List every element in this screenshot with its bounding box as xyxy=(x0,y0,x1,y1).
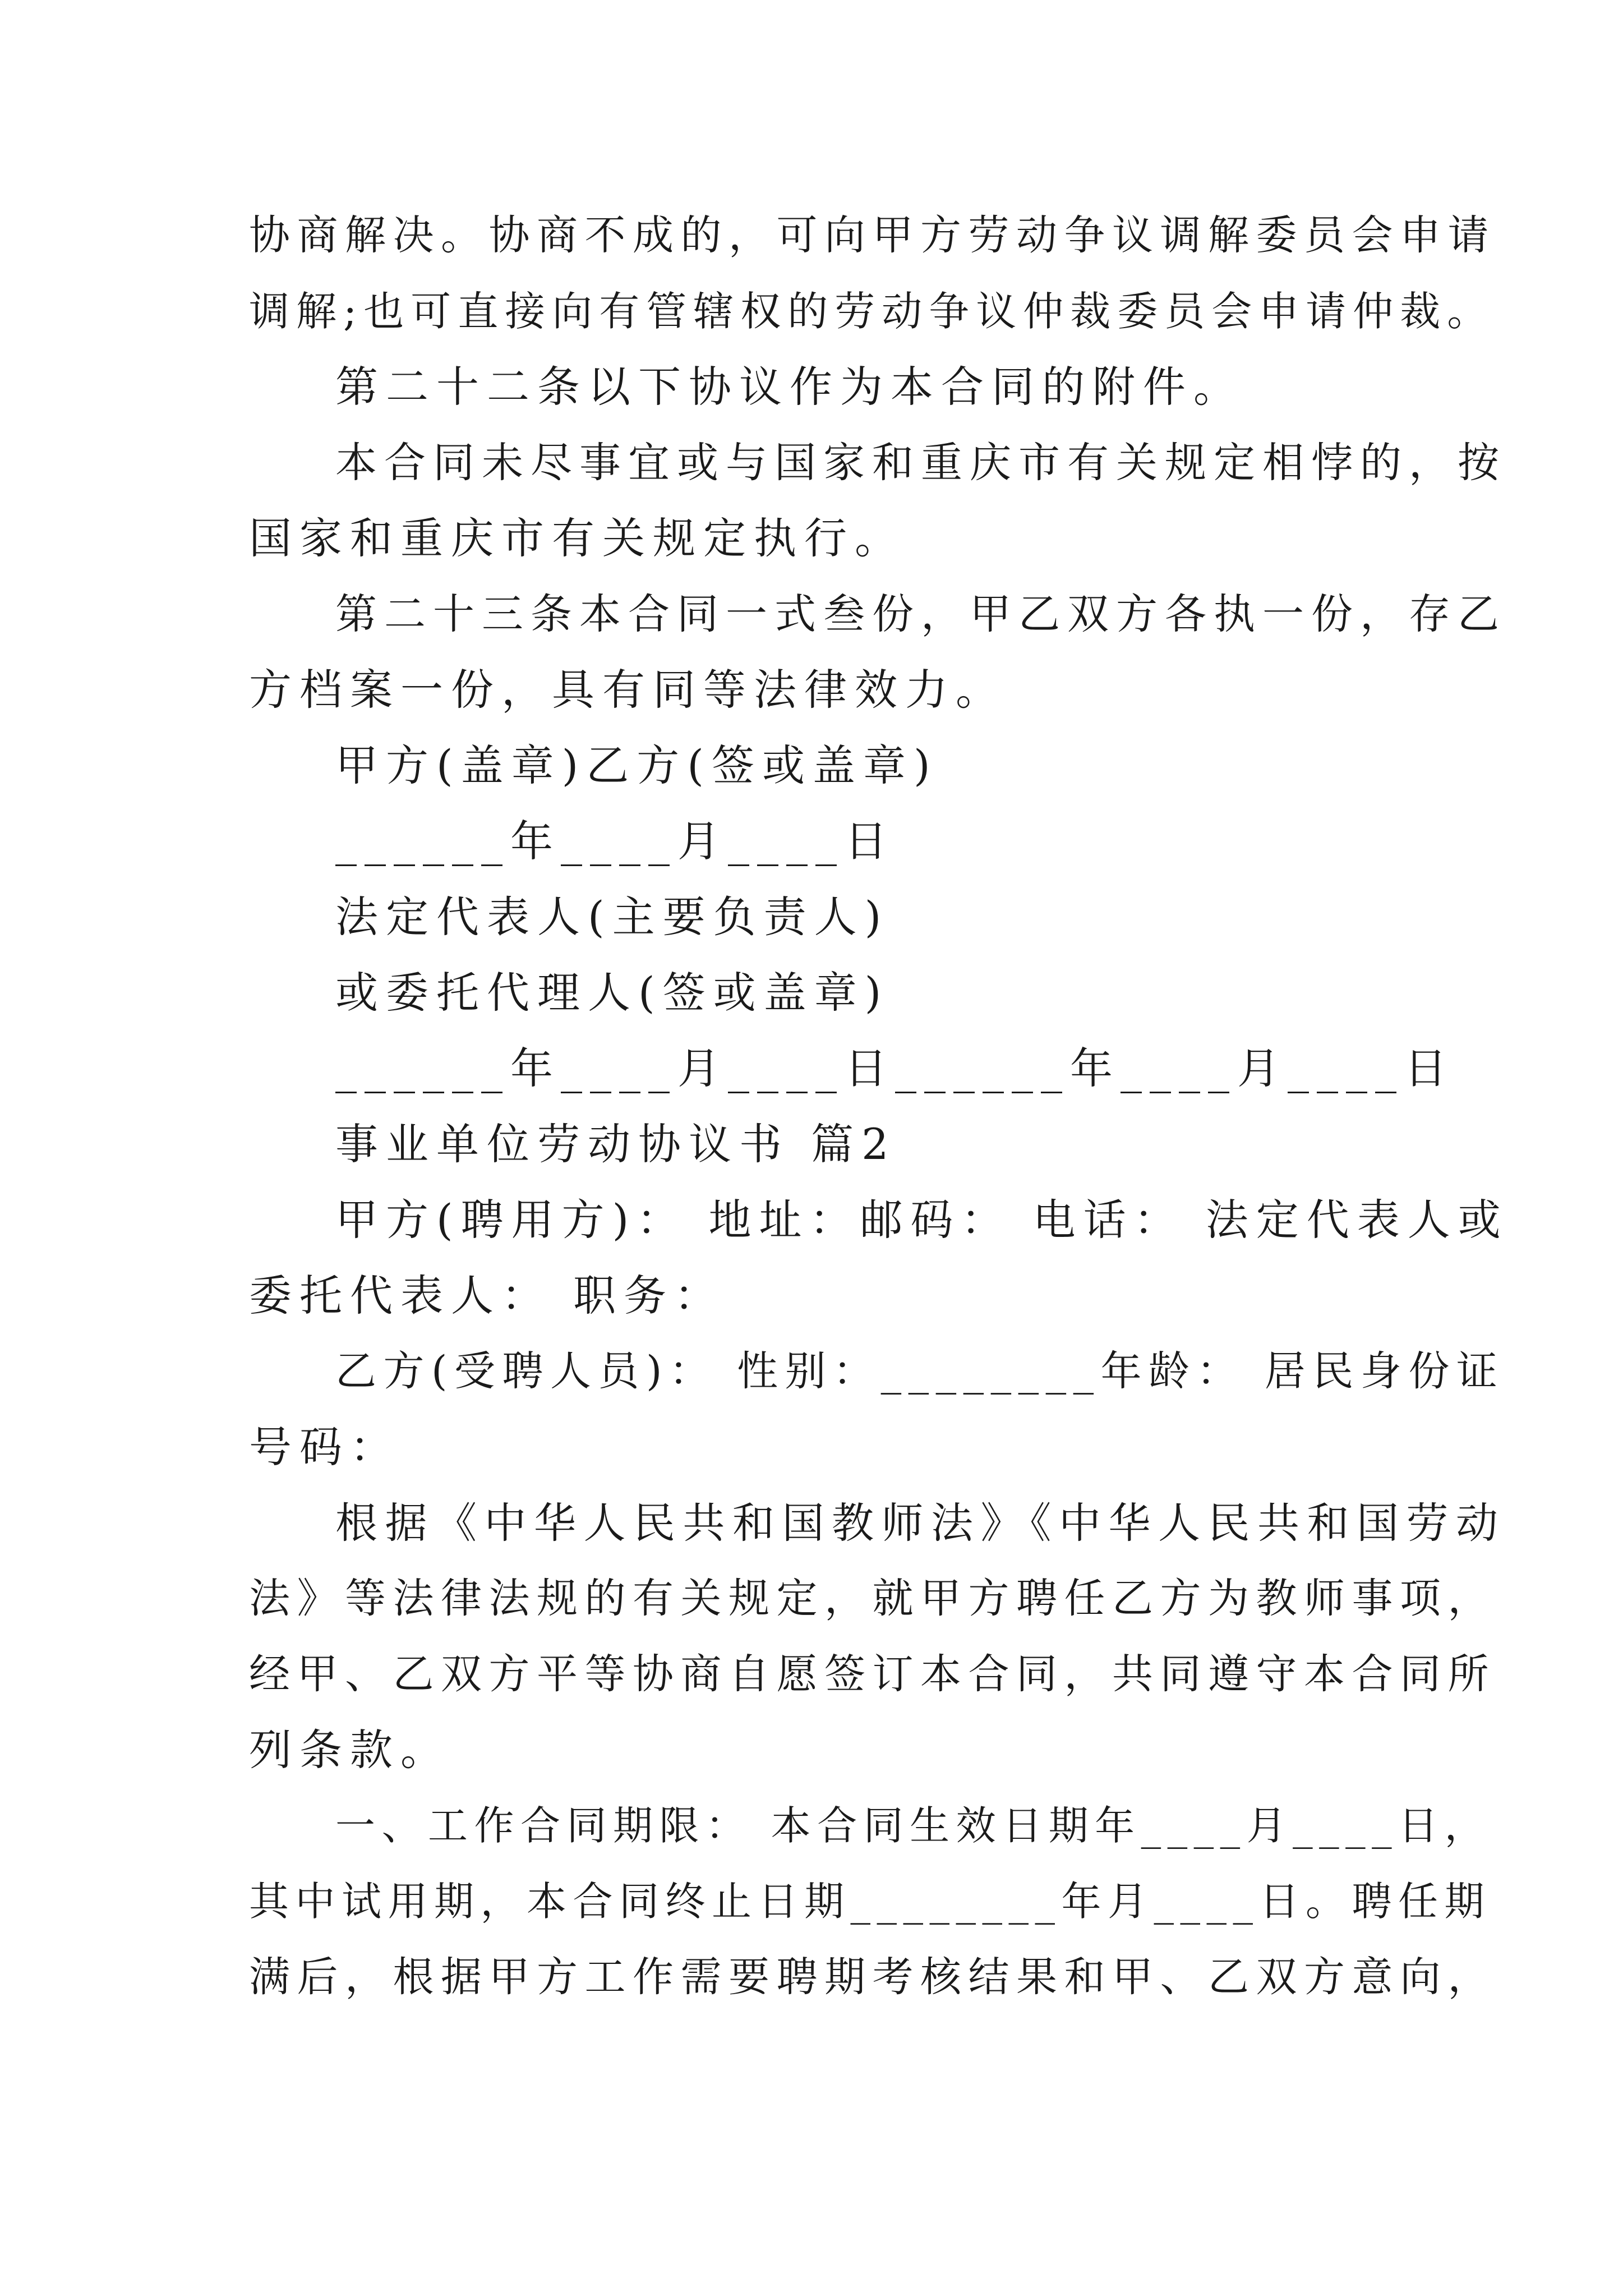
text-line: 一、工作合同期限： 本合同生效日期年____月____日， xyxy=(335,1802,1491,1849)
text-line: 或委托代理人(签或盖章) xyxy=(335,968,889,1018)
text-line: 方档案一份，具有同等法律效力。 xyxy=(249,665,1006,715)
text-line: 经甲、乙双方平等协商自愿签订本合同，共同遵守本合同所 xyxy=(249,1650,1496,1698)
text-line: 号码： xyxy=(249,1422,400,1472)
text-line: 调解;也可直接向有管辖权的劳动争议仲裁委员会申请仲裁。 xyxy=(249,288,1495,335)
text-line: 甲方(聘用方)： 地址：邮码： 电话： 法定代表人或 xyxy=(335,1195,1509,1245)
text-line: 甲方(盖章)乙方(签或盖章) xyxy=(335,740,938,790)
date-line: ______年____月____日______年____月____日 xyxy=(335,1043,1455,1093)
text-line: 列条款。 xyxy=(249,1725,451,1775)
text-line: 委托代表人： 职务： xyxy=(249,1271,725,1320)
text-line: 其中试用期，本合同终止日期________年月____日。聘任期 xyxy=(249,1878,1491,1925)
text-line: 国家和重庆市有关规定执行。 xyxy=(249,513,905,563)
text-line: 满后，根据甲方工作需要聘期考核结果和甲、乙双方意向， xyxy=(249,1953,1496,2001)
text-line: 法定代表人(主要负责人) xyxy=(335,892,889,942)
text-line: 协商解决。协商不成的，可向甲方劳动争议调解委员会申请 xyxy=(249,211,1496,259)
text-line: 乙方(受聘人员)： 性别：________年龄： 居民身份证 xyxy=(335,1347,1505,1395)
text-line: 第二十二条以下协议作为本合同的附件。 xyxy=(335,362,1244,412)
date-line: ______年____月____日 xyxy=(335,816,895,866)
section-title: 事业单位劳动协议书 篇2 xyxy=(335,1119,897,1169)
text-line: 本合同未尽事宜或与国家和重庆市有关规定相悖的，按 xyxy=(335,439,1506,487)
text-line: 第二十三条本合同一式叁份，甲乙双方各执一份，存乙 xyxy=(335,590,1506,638)
text-line: 法》等法律法规的有关规定，就甲方聘任乙方为教师事项， xyxy=(249,1575,1496,1622)
text-line: 根据《中华人民共和国教师法》《中华人民共和国劳动 xyxy=(335,1498,1506,1548)
